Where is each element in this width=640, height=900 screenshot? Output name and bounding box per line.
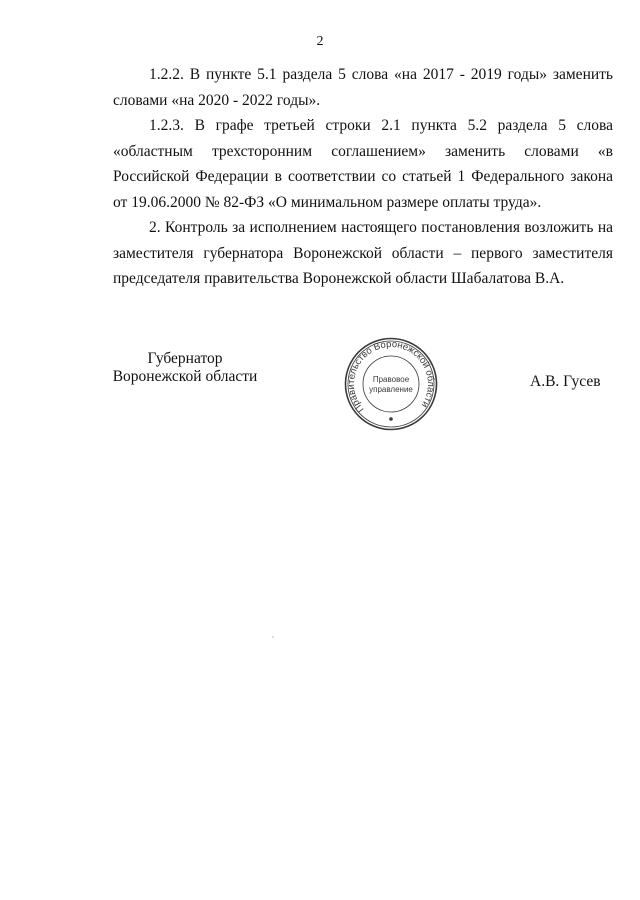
stamp-emblem-icon xyxy=(389,417,393,421)
document-body xyxy=(113,62,613,292)
paragraph-2: 2. Контроль за исполнением настоящего постановления возложить на заместителя губернатора Воронежской области – первого заместителя председателя правительства Воронежской области Шабалатова В.А. xyxy=(113,219,613,287)
signature-block xyxy=(110,336,620,446)
signer-name: А.В. Гусев xyxy=(530,373,601,390)
signer-title-line-2: Воронежской области xyxy=(112,368,258,385)
stamp-center-line-2: управление xyxy=(369,385,413,394)
paragraph-1-2-2: 1.2.2. В пункте 5.1 раздела 5 слова «на 2017 - 2019 годы» заменить словами «на 2020 - 2022 годы». xyxy=(113,66,613,109)
stamp-ring-text: Правительство Воронежской области xyxy=(345,338,437,415)
scan-artifact-dot xyxy=(272,636,274,638)
paragraph-1-2-3: 1.2.3. В графе третьей строки 2.1 пункта 5.2 раздела 5 слова «областным трехсторонним соглашением» заменить словами «в Российской Федерации в соответствии со статьей 1 Федерального закона от 19.06.2000 № 82-ФЗ «О минимальном размере оплаты труда». xyxy=(113,117,613,211)
stamp-center-line-1: Правовое xyxy=(372,375,410,384)
signer-title xyxy=(110,350,260,386)
stamp-seal-icon xyxy=(343,336,439,432)
official-stamp xyxy=(343,336,439,432)
page-number: 2 xyxy=(316,34,324,49)
signer-title-line-1: Губернатор xyxy=(147,350,223,367)
